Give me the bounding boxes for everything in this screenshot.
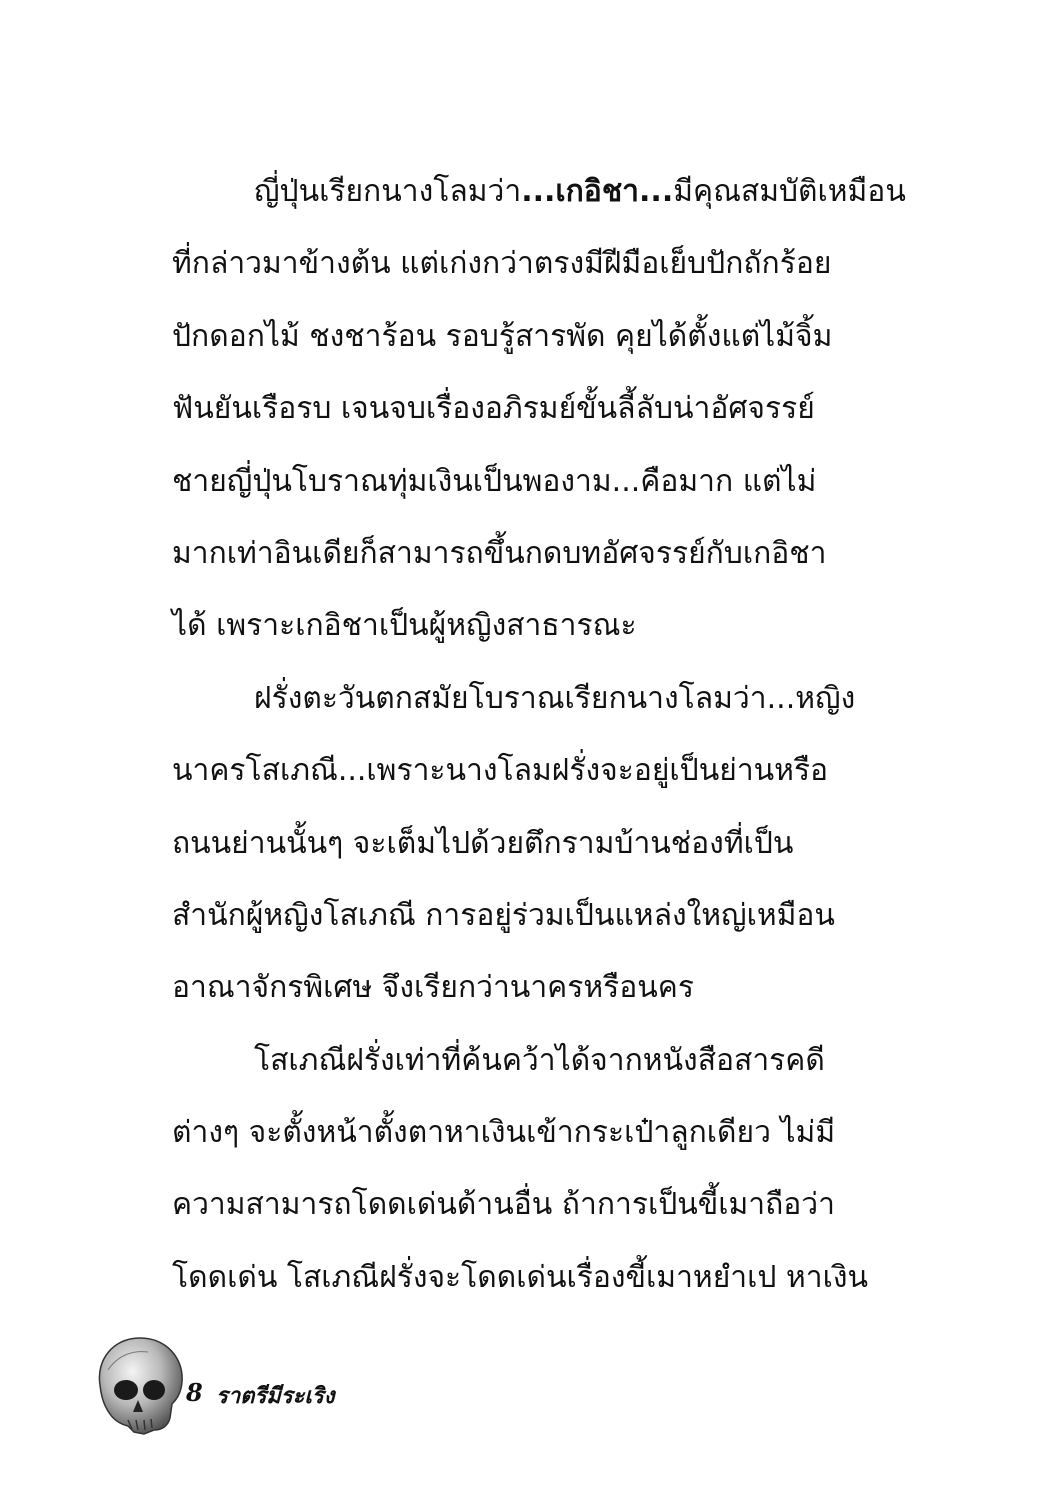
book-title: ราตรีมีระเริง [216, 1383, 335, 1409]
text-line: ถนนย่านนั้นๆ จะเต็มไปด้วยตึกรามบ้านช่องที่เป็น [172, 825, 794, 861]
text-line: มากเท่าอินเดียก็สามารถขึ้นกดบทอัศจรรย์กับเกอิชา [172, 535, 827, 571]
page-footer [88, 1330, 388, 1440]
text-line: โดดเด่น โสเภณีฝรั่งจะโดดเด่นเรื่องขี้เมาหยำเป หาเงิน [172, 1259, 868, 1295]
text-line: ความสามารถโดดเด่นด้านอื่น ถ้าการเป็นขี้เมาถือว่า [172, 1187, 836, 1223]
text-line: ต่างๆ จะตั้งหน้าตั้งตาหาเงินเข้ากระเป๋าลูกเดียว ไม่มี [172, 1115, 836, 1151]
text-line: ได้ เพราะเกอิชาเป็นผู้หญิงสาธารณะ [172, 608, 637, 644]
paragraph-line-start: โสเภณีฝรั่งเท่าที่ค้นคว้าได้จากหนังสือสารคดี [254, 1042, 825, 1078]
paragraph-line-start: ฝรั่งตะวันตกสมัยโบราณเรียกนางโลมว่า...หญิง [254, 680, 856, 716]
text-line: สำนักผู้หญิงโสเภณี การอยู่ร่วมเป็นแหล่งใหญ่เหมือน [172, 897, 835, 933]
text-line: ฟันยันเรือรบ เจนจบเรื่องอภิรมย์ขั้นลี้ลับน่าอัศจรรย์ [172, 391, 815, 427]
body-text [172, 168, 906, 1326]
text-line: ชายญี่ปุ่นโบราณทุ่มเงินเป็นพองาม...คือมาก แต่ไม่ [172, 463, 817, 499]
text-segment: ญี่ปุ่นเรียกนางโลมว่า [254, 174, 522, 209]
text-line: ที่กล่าวมาข้างต้น แต่เก่งกว่าตรงมีฝีมือเย็บปักถักร้อย [172, 246, 832, 282]
page-number: 8 [186, 1378, 203, 1407]
skull-icon [88, 1330, 188, 1440]
text-segment: มีคุณสมบัติเหมือน [673, 174, 906, 209]
text-line: อาณาจักรพิเศษ จึงเรียกว่านาครหรือนคร [172, 970, 694, 1006]
text-line: ปักดอกไม้ ชงชาร้อน รอบรู้สารพัด คุยได้ตั้งแต่ไม้จิ้ม [172, 318, 833, 354]
paragraph-line-1 [172, 168, 906, 240]
emphasis-geisha: ...เกอิชา... [521, 174, 674, 209]
text-line: นาครโสเภณี...เพราะนางโลมฝรั่งจะอยู่เป็นย่านหรือ [172, 753, 829, 789]
